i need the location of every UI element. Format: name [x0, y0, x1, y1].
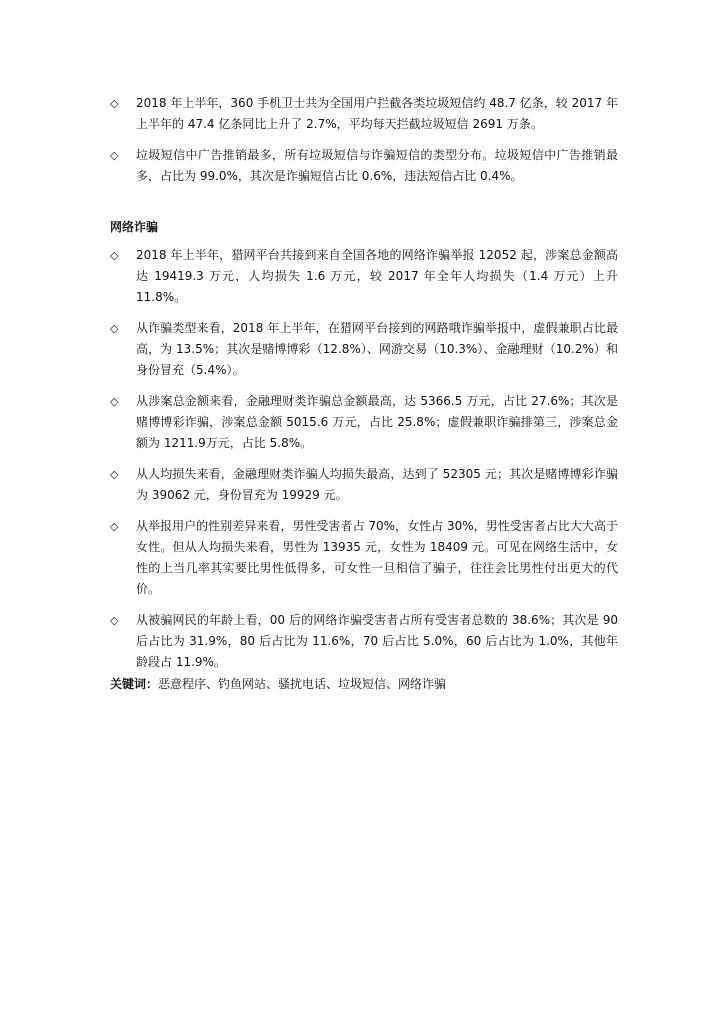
diamond-bullet-icon: ◇: [110, 395, 119, 408]
keywords-label: 关键词：: [110, 677, 159, 691]
list-item-text: 2018 年上半年，360 手机卫士共为全国用户拦截各类垃圾短信约 48.7 亿条，较 2017 年上半年的 47.4 亿条同比上升了 2.7%，平均每天拦截垃圾短信 2691 万条。: [136, 96, 618, 131]
list-item-text: 从被骗网民的年龄上看，00 后的网络诈骗受害者占所有受害者总数的 38.6%；其次是 90 后占比为 31.9%，80 后占比为 11.6%，70 后占比 5.0%，60 后占比为 1.0%，其他年龄段占 11.9%。: [136, 613, 618, 669]
diamond-bullet-icon: ◇: [110, 322, 119, 335]
list-item: [110, 516, 618, 600]
list-item: [110, 610, 618, 673]
diamond-bullet-icon: ◇: [110, 149, 119, 162]
list-item: [110, 464, 618, 506]
diamond-bullet-icon: ◇: [110, 468, 119, 481]
diamond-bullet-icon: ◇: [110, 520, 119, 533]
diamond-bullet-icon: ◇: [110, 249, 119, 262]
list-item-text: 从涉案总金额来看，金融理财类诈骗总金额最高，达 5366.5 万元，占比 27.6%；其次是赌博博彩诈骗，涉案总金额 5015.6 万元，占比 25.8%；虚假兼职诈骗排第三，涉案总金额为 1211.9万元，占比 5.8%。: [136, 394, 618, 450]
list-item-text: 2018 年上半年，猎网平台共接到来自全国各地的网络诈骗举报 12052 起，涉案总金额高达 19419.3 万元，人均损失 1.6 万元，较 2017 年全年人均损失（1.4 万元）上升 11.8%。: [136, 248, 618, 304]
keywords-value: 恶意程序、钓鱼网站、骚扰电话、垃圾短信、网络诈骗: [158, 677, 447, 691]
list-item: [110, 145, 618, 187]
list-item-text: 从举报用户的性别差异来看，男性受害者占 70%，女性占 30%，男性受害者占比大大高于女性。但从人均损失来看，男性为 13935 元，女性为 18409 元。可见在网络生活中，女性的上当几率其实要比男性低得多，可女性一旦相信了骗子，往往会比男性付出更大的代价。: [136, 519, 618, 596]
spam-sms-list: [110, 93, 618, 197]
list-item-text: 从诈骗类型来看，2018 年上半年，在猎网平台接到的网路哦诈骗举报中，虚假兼职占比最高，为 13.5%；其次是赌博博彩（12.8%）、网游交易（10.3%）、金融理财（10.2%）和身份冒充（5.4%）。: [136, 321, 618, 377]
online-fraud-list: [110, 245, 618, 683]
keywords-line: [110, 674, 446, 695]
list-item: [110, 93, 618, 135]
diamond-bullet-icon: ◇: [110, 97, 119, 110]
list-item-text: 从人均损失来看，金融理财类诈骗人均损失最高，达到了 52305 元；其次是赌博博彩诈骗为 39062 元，身份冒充为 19929 元。: [136, 467, 618, 502]
diamond-bullet-icon: ◇: [110, 614, 119, 627]
list-item: [110, 245, 618, 308]
list-item-text: 垃圾短信中广告推销最多，所有垃圾短信与诈骗短信的类型分布。垃圾短信中广告推销最多，占比为 99.0%，其次是诈骗短信占比 0.6%，违法短信占比 0.4%。: [136, 148, 618, 183]
section-heading-online-fraud: 网络诈骗: [110, 220, 159, 234]
list-item: [110, 391, 618, 454]
list-item: [110, 318, 618, 381]
